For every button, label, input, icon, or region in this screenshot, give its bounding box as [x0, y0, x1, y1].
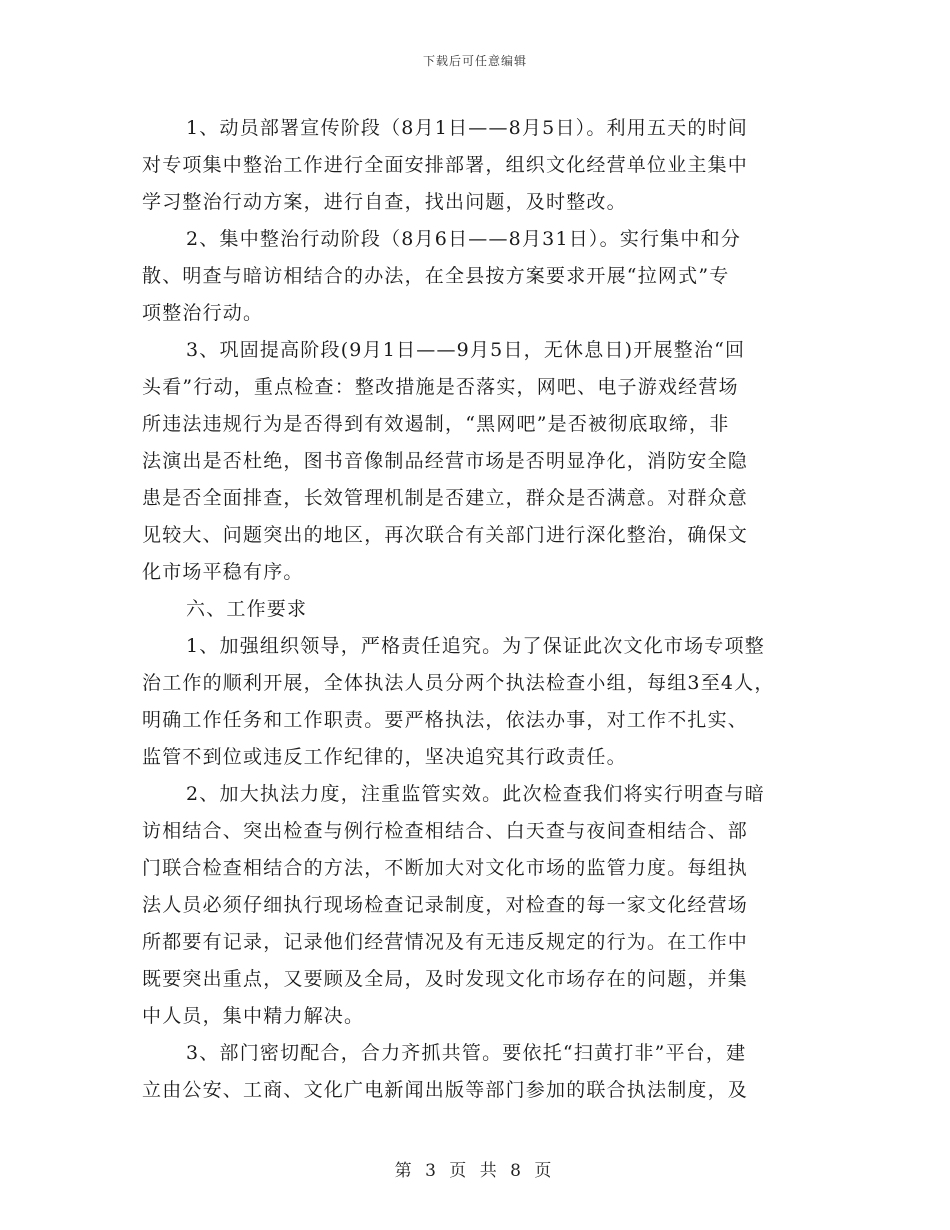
paragraph-line: 1、加强组织领导，严格责任追究。为了保证此次文化市场专项整	[186, 635, 765, 657]
paragraph-line: 项整治行动。	[142, 302, 264, 324]
paragraph-line: 对专项集中整治工作进行全面安排部署，组织文化经营单位业主集中	[142, 154, 749, 176]
paragraph-line: 头看”行动，重点检查：整改措施是否落实，网吧、电子游戏经营场	[142, 376, 739, 398]
paragraph-line: 1、动员部署宣传阶段（8月1日——8月5日）。利用五天的时间	[186, 117, 748, 139]
paragraph-line: 立由公安、工商、文化广电新闻出版等部门参加的联合执法制度，及	[142, 1079, 749, 1101]
paragraph-line: 访相结合、突出检查与例行检查相结合、白天查与夜间查相结合、部	[142, 820, 749, 842]
header-note: 下载后可任意编辑	[422, 54, 527, 68]
paragraph-line: 学习整治行动方案，进行自查，找出问题，及时整改。	[142, 191, 627, 213]
page-number: 第 3 页 共 8 页	[394, 1161, 556, 1181]
paragraph-line: 中人员，集中精力解决。	[142, 1005, 365, 1027]
paragraph-line: 所都要有记录，记录他们经营情况及有无违反规定的行为。在工作中	[142, 931, 749, 953]
paragraph-line: 治工作的顺利开展，全体执法人员分两个执法检查小组，每组3至4人，	[142, 672, 775, 694]
paragraph-line: 2、集中整治行动阶段（8月6日——8月31日）。实行集中和分	[186, 228, 742, 250]
paragraph-line: 化市场平稳有序。	[142, 561, 304, 583]
paragraph-line: 散、明查与暗访相结合的办法，在全县按方案要求开展“拉网式”专	[142, 265, 730, 287]
paragraph-line: 门联合检查相结合的方法，不断加大对文化市场的监管力度。每组执	[142, 857, 749, 879]
document-body	[142, 110, 832, 1109]
paragraph-line: 法人员必须仔细执行现场检查记录制度，对检查的每一家文化经营场	[142, 894, 749, 916]
paragraph-line: 2、加大执法力度，注重监管实效。此次检查我们将实行明查与暗	[186, 783, 765, 805]
paragraph-line: 监管不到位或违反工作纪律的，坚决追究其行政责任。	[142, 746, 627, 768]
paragraph-line: 患是否全面排查，长效管理机制是否建立，群众是否满意。对群众意	[142, 487, 749, 509]
paragraph-line: 见较大、问题突出的地区，再次联合有关部门进行深化整治，确保文	[142, 524, 749, 546]
paragraph-line: 所违法违规行为是否得到有效遏制，“黑网吧”是否被彻底取缔，非	[142, 413, 730, 435]
paragraph-line: 3、部门密切配合，合力齐抓共管。要依托“扫黄打非”平台，建	[186, 1042, 747, 1064]
paragraph-line: 3、巩固提高阶段(9月1日——9月5日，无休息日)开展整治“回	[186, 339, 746, 361]
paragraph-line: 明确工作任务和工作职责。要严格执法，依法办事，对工作不扎实、	[142, 709, 749, 731]
section-heading: 六、工作要求	[186, 598, 308, 620]
paragraph-line: 法演出是否杜绝，图书音像制品经营市场是否明显净化，消防安全隐	[142, 450, 749, 472]
paragraph-line: 既要突出重点，又要顾及全局，及时发现文化市场存在的问题，并集	[142, 968, 749, 990]
